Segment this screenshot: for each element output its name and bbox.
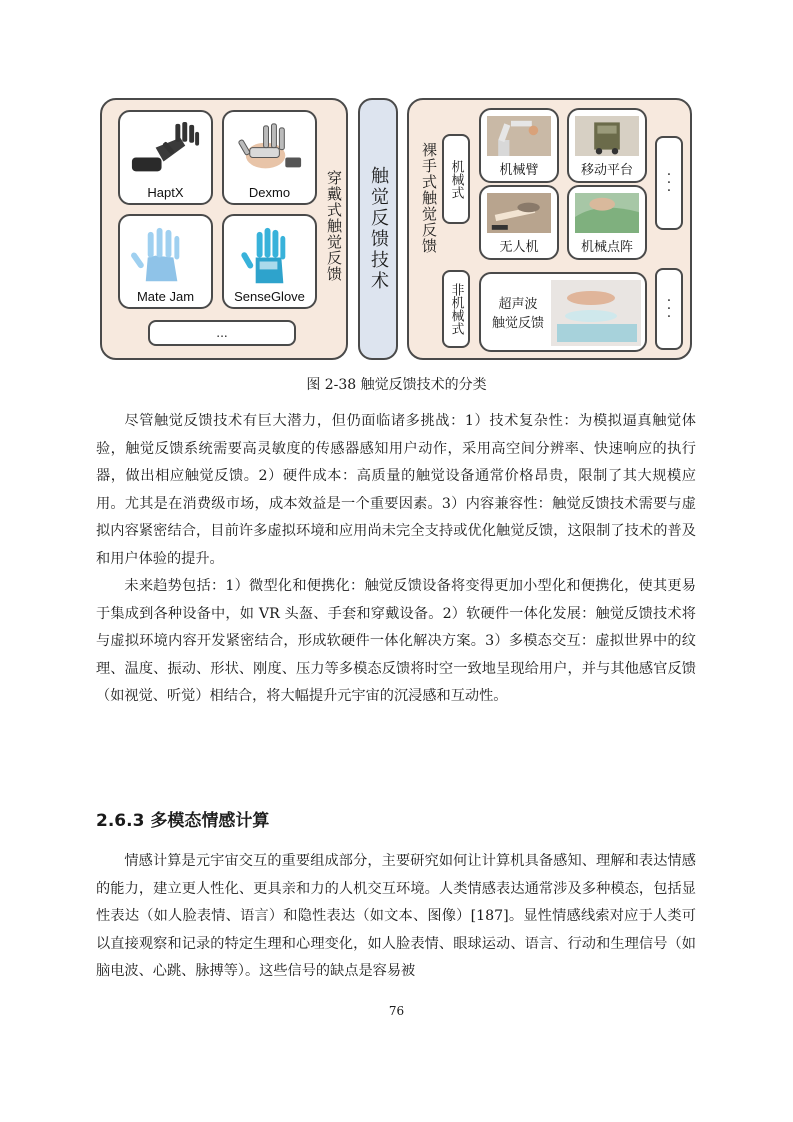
- non-mechanical-more-box: [655, 268, 683, 350]
- page-number: 76: [388, 1004, 405, 1018]
- device-tile-dexmo: [222, 110, 317, 205]
- senseglove-icon: [230, 222, 309, 286]
- wearable-title: 穿戴式触觉反馈: [325, 170, 343, 282]
- body-paragraph-1-container: [96, 408, 696, 711]
- section-heading: 2.6.3 多模态情感计算: [96, 811, 270, 831]
- body-paragraph: 未来趋势包括：1）微型化和便携化：触觉反馈设备将变得更加小型化和便携化，使其更易于集成到各种设备中，如 VR 头盔、手套和穿戴设备。2）软硬件一体化发展：触觉反馈技术将与虚拟环境内容开发紧密结合，形成软硬件一体化解决方案。3）多模态交互：虚拟世界中的纹理、温度、振动、形状、刚度、压力等多模态反馈将时空一致地呈现给用户，并与其他感官反馈（如视觉、听觉）相结合，将大幅提升元宇宙的沉浸感和互动性。: [96, 578, 696, 704]
- device-label: HaptX: [147, 185, 184, 200]
- device-tile-robot-arm: [479, 108, 559, 183]
- device-tile-drone: [479, 185, 559, 260]
- center-title: 触觉反馈技术: [368, 166, 389, 292]
- pin-array-icon: [575, 193, 639, 233]
- figure-caption: 图 2-38 触觉反馈技术的分类: [306, 377, 487, 393]
- device-tile-senseglove: [222, 214, 317, 309]
- device-tile-haptx: [118, 110, 213, 205]
- barehand-title: 裸手式触觉反馈: [420, 142, 438, 254]
- center-panel: [358, 98, 398, 360]
- section-body-container: [96, 848, 696, 986]
- barehand-panel: [407, 98, 692, 360]
- more-dots: · · ·: [666, 293, 672, 325]
- ultrasonic-device-icon: [551, 280, 641, 346]
- device-label: SenseGlove: [234, 289, 305, 304]
- device-label: 移动平台: [580, 162, 633, 177]
- more-ellipsis: ...: [216, 326, 228, 340]
- mate-jam-glove-icon: [126, 222, 205, 286]
- non-mechanical-label-box: [442, 270, 470, 348]
- ultrasonic-label: [485, 294, 551, 332]
- mechanical-label: 机械式: [448, 159, 464, 199]
- device-label: 机械臂: [499, 162, 539, 177]
- device-label: Mate Jam: [136, 289, 195, 304]
- device-label: Dexmo: [248, 185, 291, 200]
- body-paragraph: 尽管触觉反馈技术有巨大潜力，但仍面临诸多挑战：1）技术复杂性：为模拟逼真触觉体验，触觉反馈系统需要高灵敏度的传感器感知用户动作，采用高空间分辨率、快速响应的执行器，做出相应触觉反馈。2）硬件成本：高质量的触觉设备通常价格昂贵，限制了其大规模应用。尤其是在消费级市场，成本效益是一个重要因素。3）内容兼容性：触觉反馈技术需要与虚拟内容紧密结合，目前许多虚拟环境和应用尚未完全支持或优化触觉反馈，这限制了技术的普及和用户体验的提升。: [96, 413, 696, 567]
- more-dots: · · ·: [666, 167, 672, 199]
- device-tile-ultrasonic: [479, 272, 647, 352]
- drone-icon: [487, 193, 551, 233]
- device-tile-pin-array: [567, 185, 647, 260]
- ultrasonic-label-line1: 超声波: [498, 296, 538, 311]
- robot-arm-icon: [487, 116, 551, 156]
- non-mechanical-label: 非机械式: [448, 283, 464, 335]
- device-tile-mobile-platform: [567, 108, 647, 183]
- mechanical-label-box: [442, 134, 470, 224]
- haptx-glove-icon: [126, 118, 205, 182]
- mechanical-more-box: [655, 136, 683, 230]
- device-tile-mate-jam: [118, 214, 213, 309]
- mobile-platform-icon: [575, 116, 639, 156]
- wearable-more-box: [148, 320, 296, 346]
- device-label: 机械点阵: [580, 239, 633, 254]
- device-label: 无人机: [499, 239, 539, 254]
- dexmo-exoskeleton-icon: [230, 118, 309, 182]
- body-paragraph: 情感计算是元宇宙交互的重要组成部分，主要研究如何让计算机具备感知、理解和表达情感的能力，建立更人性化、更具亲和力的人机交互环境。人类情感表达通常涉及多种模态，包括显性表达（如人脸表情、语言）和隐性表达（如文本、图像）[187]。显性情感线索对应于人类可以直接观察和记录的特定生理和心理变化，如人脸表情、眼球运动、语言、行动和生理信号（如脑电波、心跳、脉搏等）。这些信号的缺点是容易被: [96, 853, 696, 979]
- wearable-panel: [100, 98, 348, 360]
- haptic-classification-figure: [100, 98, 692, 360]
- ultrasonic-label-line2: 触觉反馈: [491, 315, 544, 330]
